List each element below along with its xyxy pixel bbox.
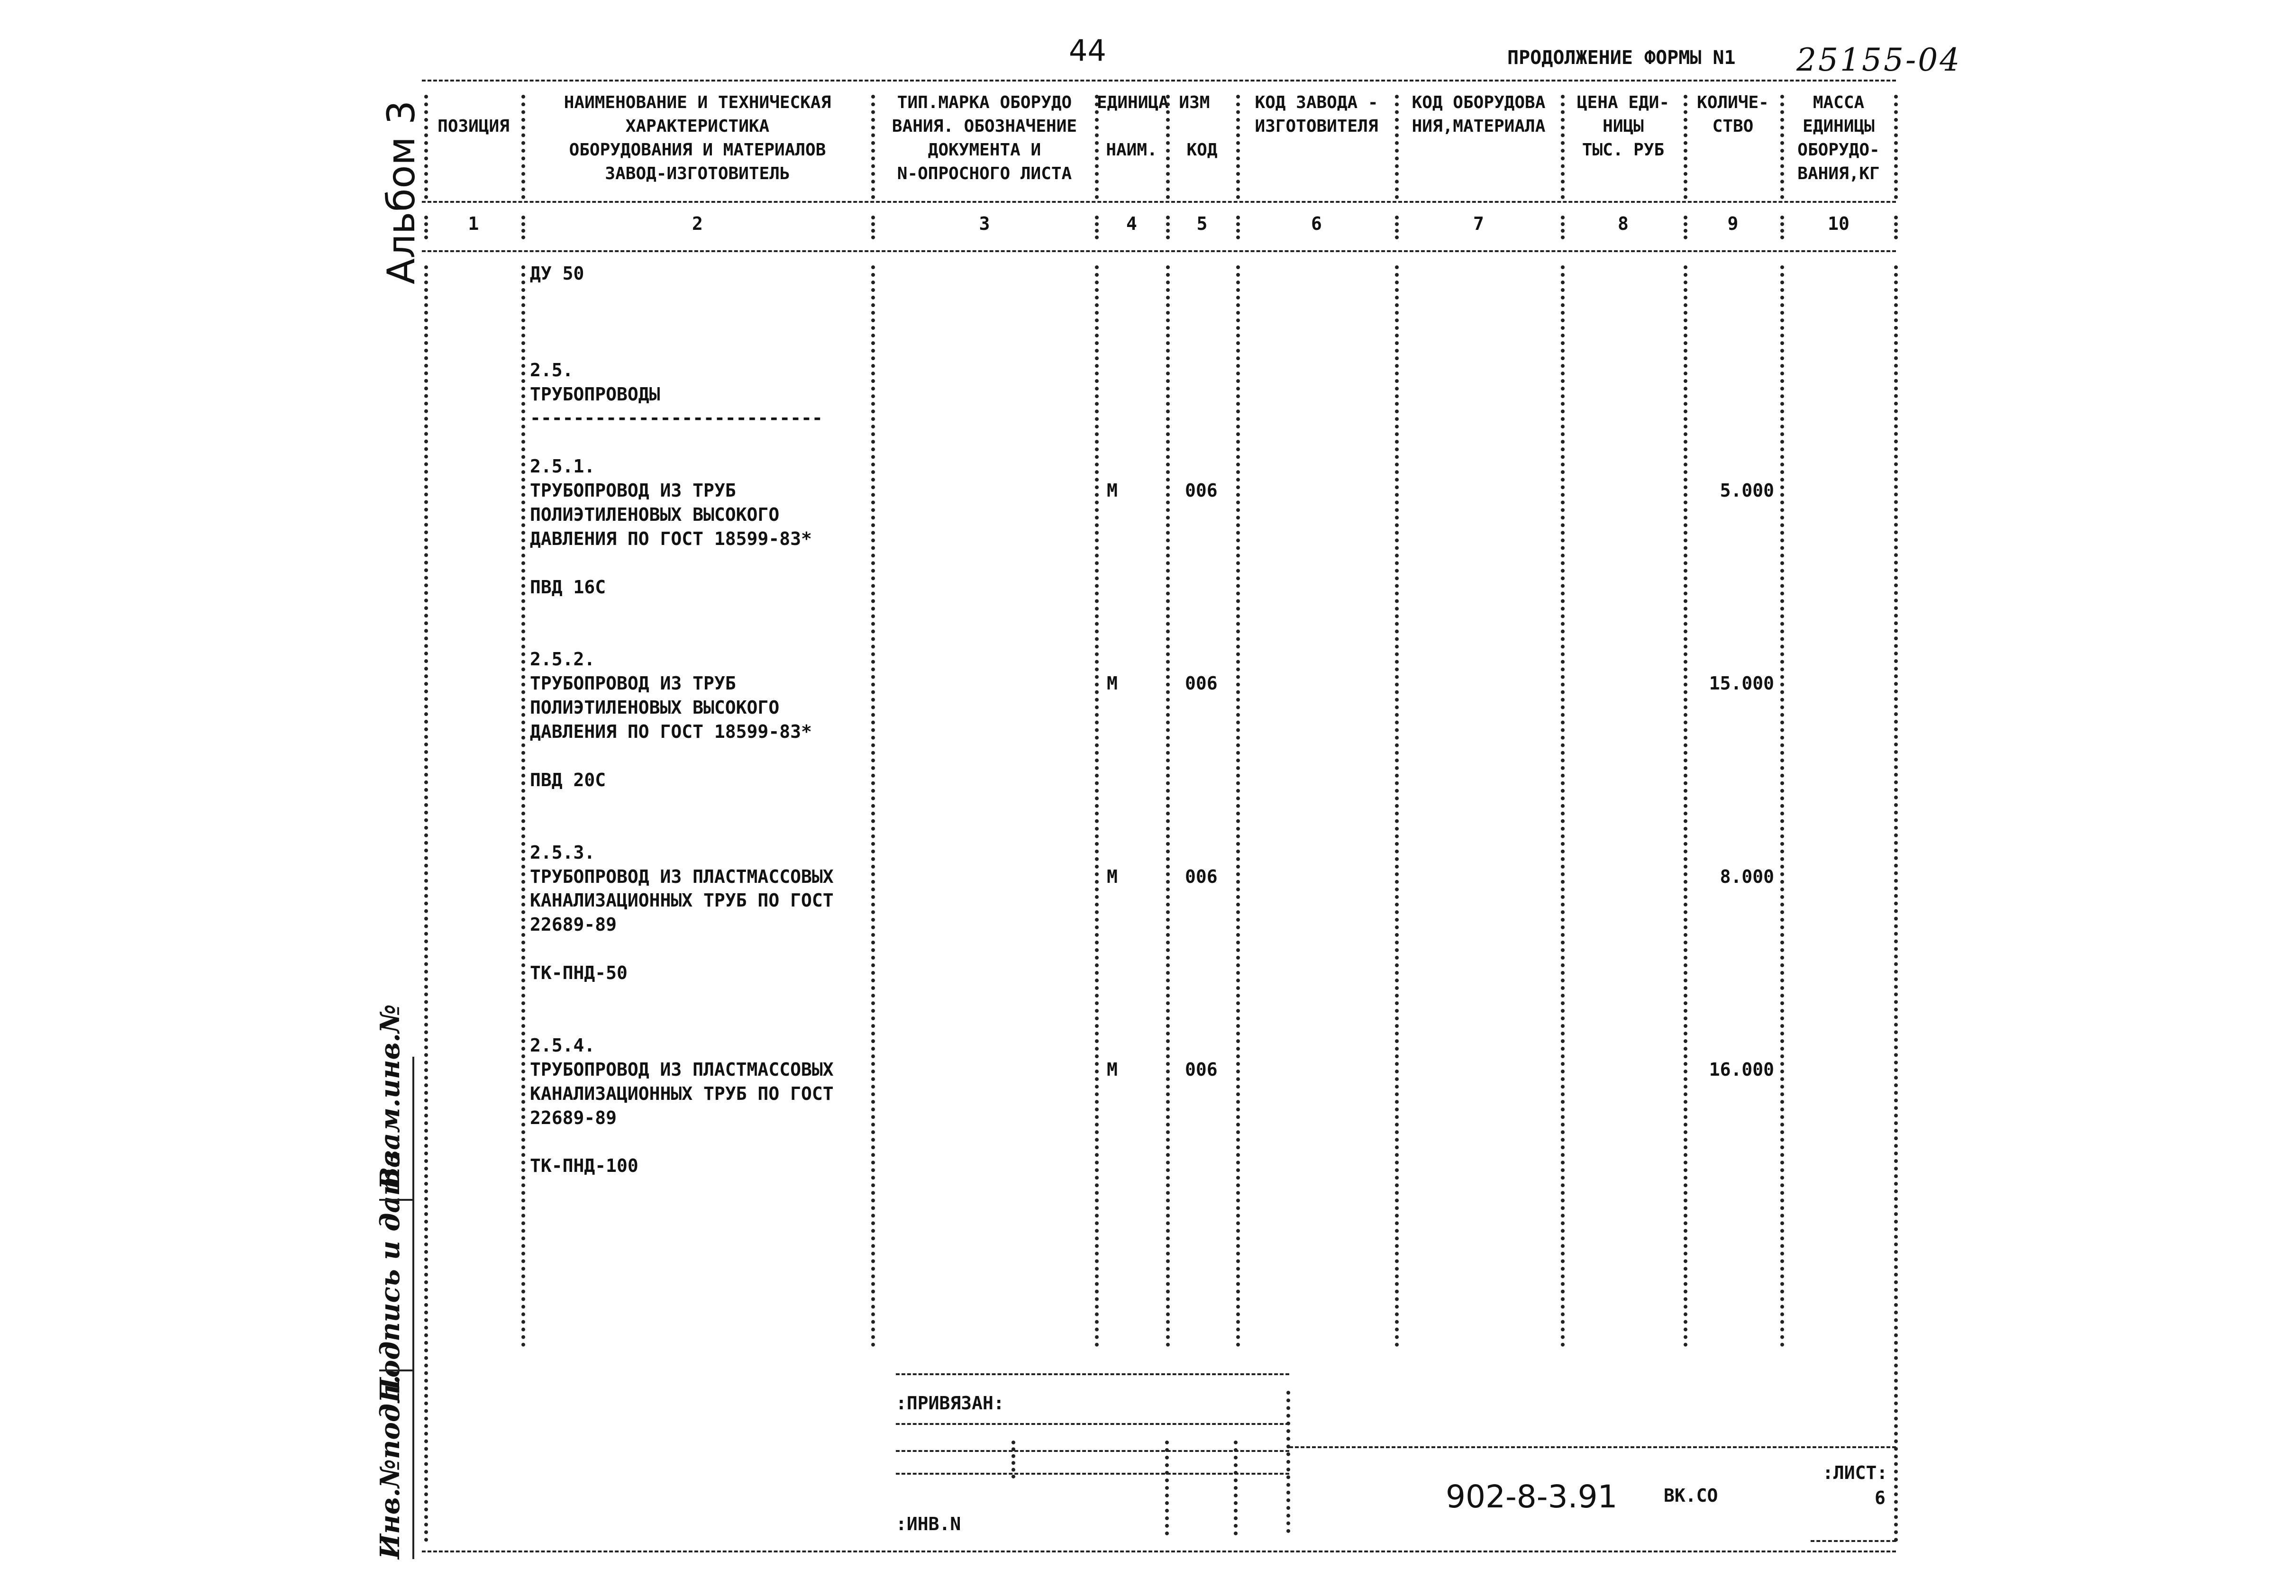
row-name: ПОЛИЭТИЛЕНОВЫХ ВЫСОКОГО	[530, 504, 780, 525]
header-cell: ОБОРУДОВАНИЯ И МАТЕРИАЛОВ	[569, 140, 826, 160]
column-number: 10	[1828, 213, 1850, 234]
row-name: ТРУБОПРОВОДЫ	[530, 383, 660, 405]
stamp-vzam-inv: Взам.инв.№	[374, 1004, 406, 1189]
column-number: 5	[1196, 213, 1208, 234]
bound-label: :ПРИВЯЗАН:	[896, 1393, 1004, 1414]
header-cell: ИЗГОТОВИТЕЛЯ	[1255, 117, 1378, 136]
column-number: 3	[979, 213, 990, 234]
column-number: 1	[468, 213, 479, 234]
column-number: 6	[1311, 213, 1322, 234]
row-name: ПВД 20С	[530, 769, 606, 790]
sheet-label: :ЛИСТ:	[1822, 1462, 1888, 1483]
header-cell: КОД ЗАВОДА -	[1255, 93, 1378, 112]
row-name: ТРУБОПРОВОД ИЗ ТРУБ	[530, 480, 736, 501]
header-cell: НИЯ,МАТЕРИАЛА	[1412, 117, 1546, 136]
stamp-signature-date: Подпись и дата	[374, 1150, 406, 1403]
row-code: 006	[1185, 673, 1218, 694]
form-title: ПРОДОЛЖЕНИЕ ФОРМЫ N1	[1507, 47, 1736, 69]
row-name: ТК-ПНД-50	[530, 962, 628, 984]
row-quantity: 5.000	[1720, 480, 1774, 501]
row-quantity: 16.000	[1709, 1059, 1774, 1080]
header-cell: КОЛИЧЕ-	[1697, 93, 1769, 112]
row-name: ДАВЛЕНИЯ ПО ГОСТ 18599-83*	[530, 721, 812, 743]
row-quantity: 15.000	[1709, 673, 1774, 694]
header-cell: ЗАВОД-ИЗГОТОВИТЕЛЬ	[605, 164, 790, 183]
row-name: ТРУБОПРОВОД ИЗ ПЛАСТМАССОВЫХ	[530, 866, 834, 887]
header-cell: N-ОПРОСНОГО ЛИСТА	[897, 164, 1072, 183]
row-unit: М	[1107, 480, 1118, 501]
row-name: КАНАЛИЗАЦИОННЫХ ТРУБ ПО ГОСТ	[530, 890, 834, 911]
row-unit: М	[1107, 1059, 1118, 1080]
header-cell: ОБОРУДО-	[1797, 140, 1880, 160]
row-name: 2.5.3.	[530, 842, 595, 863]
header-cell: МАССА	[1813, 93, 1865, 112]
header-cell: ЕДИНИЦА ИЗМ	[1097, 93, 1210, 112]
row-name: ПВД 16С	[530, 576, 606, 598]
column-number: 4	[1126, 213, 1137, 234]
section-code: ВК.СО	[1664, 1485, 1718, 1506]
header-cell: КОД ОБОРУДОВА	[1412, 93, 1546, 112]
header-cell: ЦЕНА ЕДИ-	[1576, 93, 1670, 112]
row-name: ТК-ПНД-100	[530, 1155, 638, 1177]
row-name: КАНАЛИЗАЦИОННЫХ ТРУБ ПО ГОСТ	[530, 1083, 834, 1104]
row-name: 2.5.1.	[530, 456, 595, 477]
header-cell: СТВО	[1712, 117, 1754, 136]
row-quantity: 8.000	[1720, 866, 1774, 887]
header-cell: ЕДИНИЦЫ	[1803, 117, 1875, 136]
header-cell: НАИМ.	[1106, 140, 1157, 160]
row-name: ---------------------------	[530, 408, 823, 429]
header-cell: НАИМЕНОВАНИЕ И ТЕХНИЧЕСКАЯ	[564, 93, 831, 112]
header-cell: ХАРАКТЕРИСТИКА	[625, 117, 770, 136]
header-cell: КОД	[1186, 140, 1218, 160]
sheet-number: 6	[1875, 1487, 1886, 1508]
column-number: 9	[1727, 213, 1739, 234]
row-name: 2.5.	[530, 359, 574, 381]
row-name: 22689-89	[530, 1107, 617, 1128]
row-unit: М	[1107, 673, 1118, 694]
row-code: 006	[1185, 480, 1218, 501]
header-cell: НИЦЫ	[1603, 117, 1644, 136]
header-cell: ТЫС. РУБ	[1582, 140, 1665, 160]
row-name: ТРУБОПРОВОД ИЗ ПЛАСТМАССОВЫХ	[530, 1059, 834, 1080]
row-name: ПОЛИЭТИЛЕНОВЫХ ВЫСОКОГО	[530, 697, 780, 718]
column-number: 2	[692, 213, 703, 234]
row-name: 22689-89	[530, 914, 617, 935]
header-cell: ВАНИЯ. ОБОЗНАЧЕНИЕ	[892, 117, 1077, 136]
row-name: ДАВЛЕНИЯ ПО ГОСТ 18599-83*	[530, 528, 812, 549]
inv-label: :ИНВ.N	[896, 1514, 961, 1534]
header-cell: ВАНИЯ,КГ	[1797, 164, 1880, 183]
row-name: ТРУБОПРОВОД ИЗ ТРУБ	[530, 673, 736, 694]
row-name: 2.5.4.	[530, 1034, 595, 1056]
row-unit: М	[1107, 866, 1118, 887]
album-label: Альбом 3	[379, 100, 423, 284]
header-cell: ТИП.МАРКА ОБОРУДО	[897, 93, 1072, 112]
header-cell: ДОКУМЕНТА И	[928, 140, 1041, 160]
row-name: ДУ 50	[530, 263, 584, 284]
column-number: 8	[1618, 213, 1629, 234]
header-cell: ПОЗИЦИЯ	[437, 117, 510, 136]
handwritten-code: 25155-04	[1796, 42, 1962, 78]
doc-code: 902-8-3.91	[1446, 1478, 1618, 1515]
row-code: 006	[1185, 1059, 1218, 1080]
row-name: 2.5.2.	[530, 649, 595, 670]
column-number: 7	[1473, 213, 1484, 234]
row-code: 006	[1185, 866, 1218, 887]
page-number: 44	[1069, 33, 1106, 68]
stamp-inv-podl: Инв.№подл.	[374, 1375, 406, 1559]
